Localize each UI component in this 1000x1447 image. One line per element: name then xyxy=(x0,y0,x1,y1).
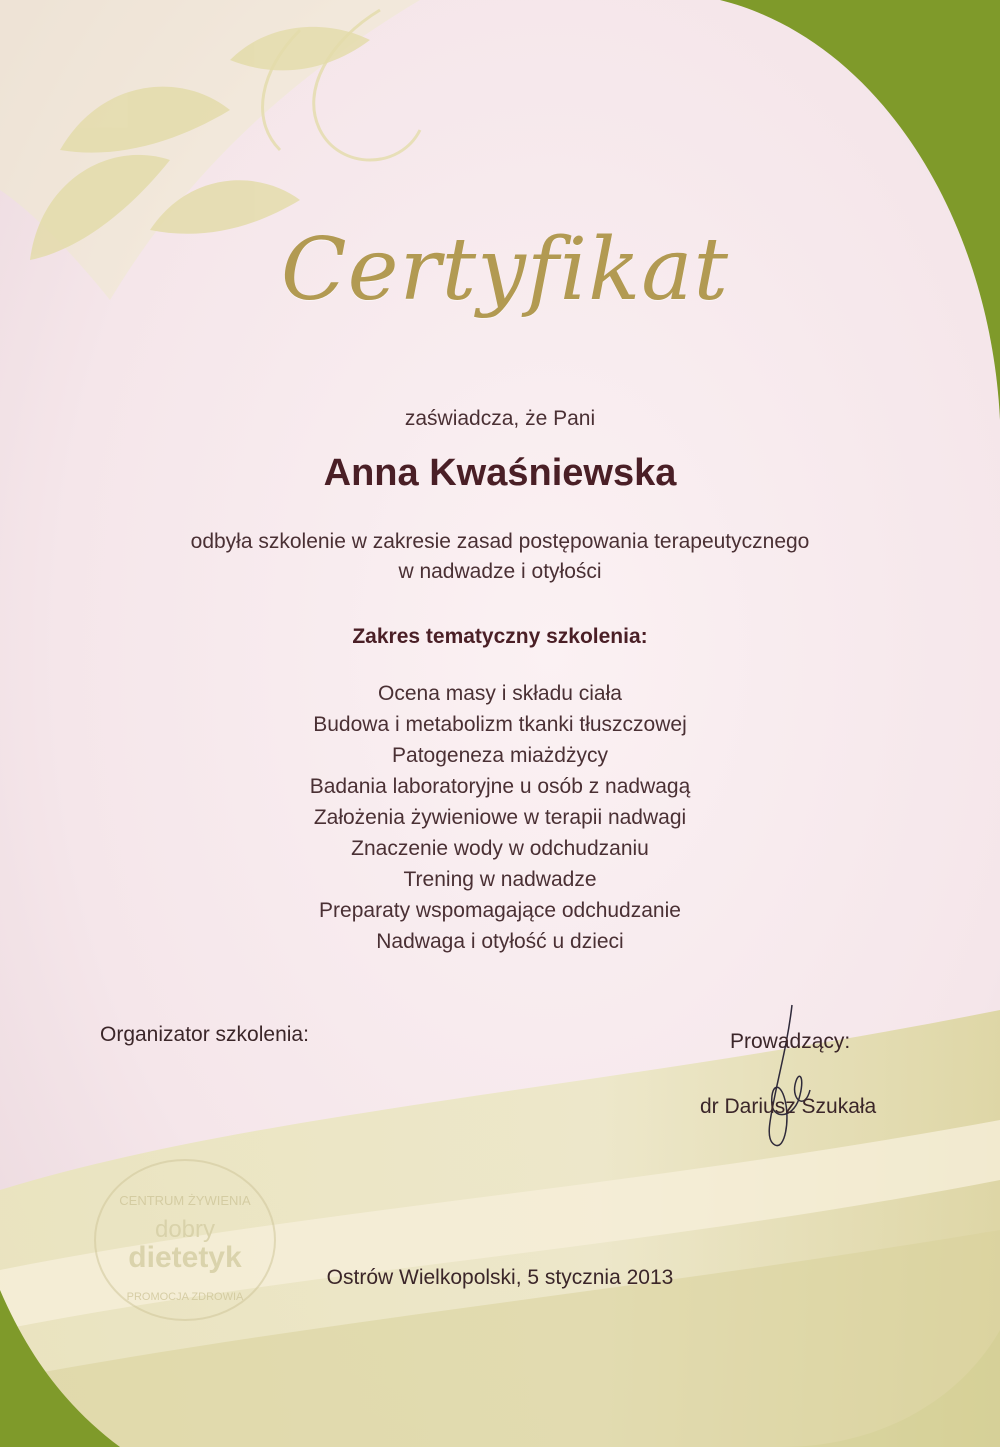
topic-list xyxy=(150,678,850,957)
certifies-text: zaświadcza, że Pani xyxy=(404,407,596,430)
description-line-2: w nadwadze i otyłości xyxy=(398,560,602,583)
certificate-title: Certyfikat xyxy=(280,220,730,320)
signature xyxy=(750,1000,830,1150)
topic-item: Znaczenie wody w odchudzaniu xyxy=(351,837,649,860)
stamp-arc-bottom: PROMOCJA ZDROWIA xyxy=(126,1291,244,1303)
topic-item: Trening w nadwadze xyxy=(403,868,597,891)
topic-item: Preparaty wspomagające odchudzanie xyxy=(319,899,681,922)
stamp-arc-top: CENTRUM ŻYWIENIA xyxy=(119,1193,251,1208)
instructor-name: dr Dariusz Szukała xyxy=(700,1095,877,1118)
topic-item: Budowa i metabolizm tkanki tłuszczowej xyxy=(313,713,687,736)
topic-item: Patogeneza miażdżycy xyxy=(392,744,608,767)
place-and-date: Ostrów Wielkopolski, 5 stycznia 2013 xyxy=(326,1266,674,1289)
organizer-label: Organizator szkolenia: xyxy=(100,1023,309,1046)
training-description xyxy=(100,527,900,587)
stamp-logo-line1: dobry xyxy=(154,1216,216,1243)
topic-item: Badania laboratoryjne u osób z nadwagą xyxy=(309,775,691,798)
recipient-name: Anna Kwaśniewska xyxy=(323,452,677,494)
topic-item: Nadwaga i otyłość u dzieci xyxy=(376,930,624,953)
stamp-logo-line2: dietetyk xyxy=(128,1241,242,1274)
topic-item: Założenia żywieniowe w terapii nadwagi xyxy=(313,806,687,829)
instructor-label: Prowadzący: xyxy=(730,1030,851,1053)
scope-heading: Zakres tematyczny szkolenia: xyxy=(352,625,648,648)
topic-item: Ocena masy i składu ciała xyxy=(378,682,622,705)
description-line-1: odbyła szkolenie w zakresie zasad postępowania terapeutycznego xyxy=(190,530,810,553)
